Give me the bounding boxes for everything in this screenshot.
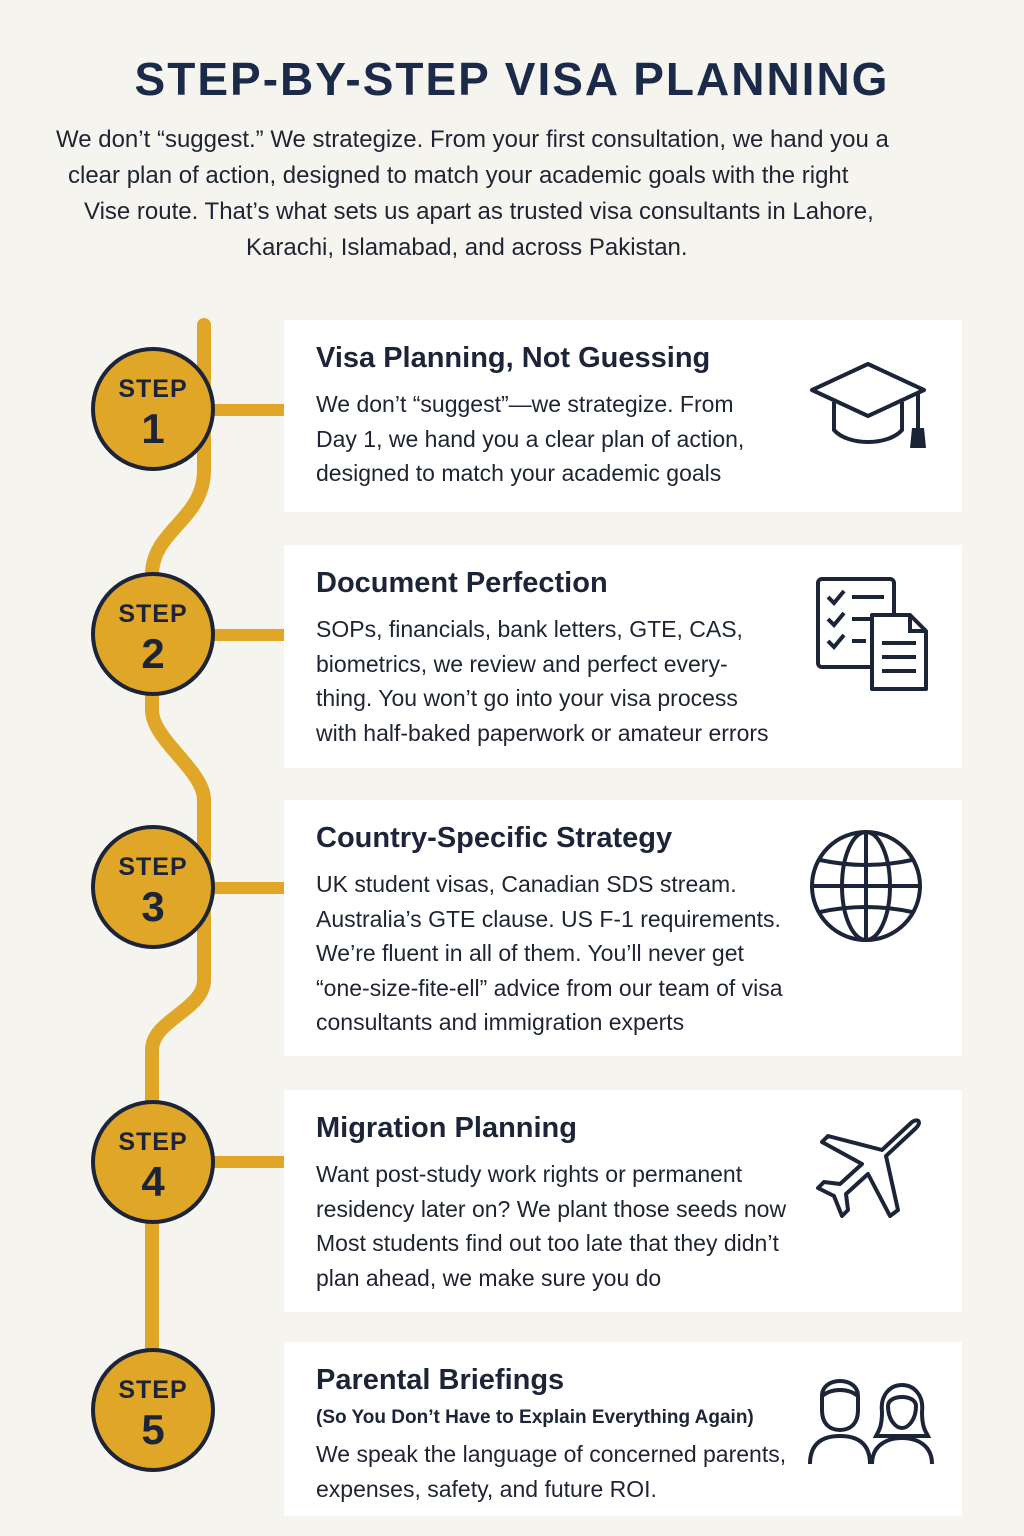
page-title: STEP-BY-STEP VISA PLANNING (134, 53, 890, 105)
step-label: STEP (118, 600, 188, 628)
step-label: STEP (118, 853, 188, 881)
step-4-card (284, 1090, 962, 1312)
step-body: We don’t “suggest”—we strategize. From Day 1, we hand you a clear plan of action, designed to match your academic goals (316, 391, 745, 486)
step-number: 3 (141, 883, 165, 930)
step-5-badge (91, 1348, 215, 1472)
step-5-card (284, 1342, 962, 1516)
step-number: 1 (141, 405, 165, 452)
step-number: 4 (141, 1158, 165, 1205)
step-label: STEP (118, 375, 188, 403)
step-3-badge (91, 825, 215, 949)
step-body: SOPs, financials, bank letters, GTE, CAS, biometrics, we review and perfect every- thing. You won’t go into your visa process with half-baked paperwork or amateur errors (316, 616, 769, 746)
intro-line: Vise route. That’s what sets us apart as trusted visa consultants in Lahore, (84, 198, 874, 225)
step-body: We speak the language of concerned parents, expenses, safety, and future ROI. (316, 1441, 787, 1502)
step-title: Parental Briefings (316, 1364, 565, 1396)
step-3-card (284, 800, 962, 1056)
intro-line: Karachi, Islamabad, and across Pakistan. (246, 234, 688, 261)
step-1-card (284, 320, 962, 512)
step-label: STEP (118, 1376, 188, 1404)
intro-line: We don’t “suggest.” We strategize. From your first consultation, we hand you a (56, 126, 889, 153)
step-title: Country-Specific Strategy (316, 822, 673, 854)
step-body: UK student visas, Canadian SDS stream. Australia’s GTE clause. US F-1 requirements. We’re fluent in all of them. You’ll never get “one-size-fite-ell” advice from our team of visa consultants and immigration experts (316, 871, 783, 1035)
step-subtitle: (So You Don’t Have to Explain Everything Again) (316, 1407, 754, 1428)
step-title: Visa Planning, Not Guessing (316, 342, 711, 374)
step-body: Want post-study work rights or permanent residency later on? We plant those seeds now Most students find out too late that they didn’t plan ahead, we make sure you do (316, 1161, 787, 1291)
step-label: STEP (118, 1128, 188, 1156)
step-4-badge (91, 1100, 215, 1224)
step-2-badge (91, 572, 215, 696)
step-number: 2 (141, 630, 165, 677)
intro-line: clear plan of action, designed to match your academic goals with the right (68, 162, 849, 189)
step-number: 5 (141, 1406, 165, 1453)
step-2-card (284, 545, 962, 768)
step-title: Document Perfection (316, 567, 608, 599)
step-title: Migration Planning (316, 1112, 577, 1144)
step-1-badge (91, 347, 215, 471)
